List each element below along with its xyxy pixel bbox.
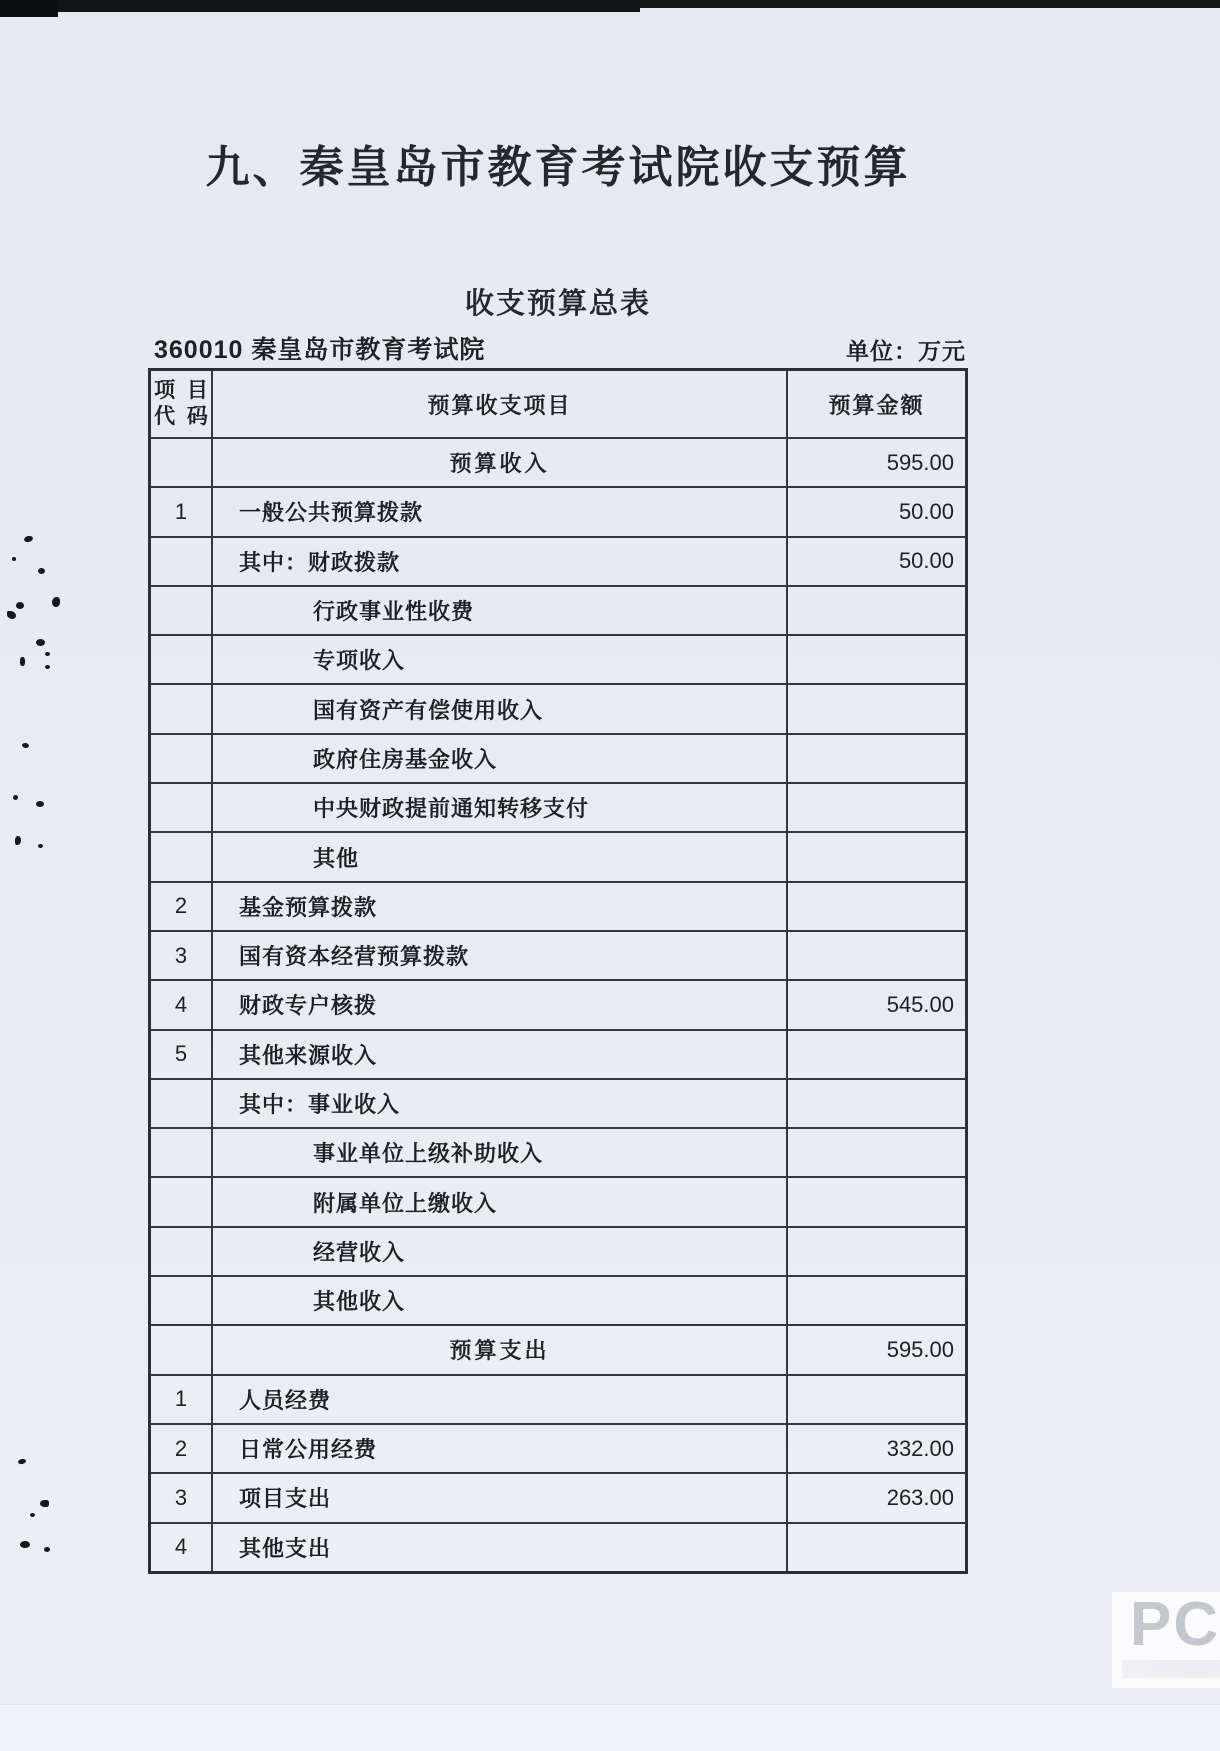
row-code bbox=[151, 1228, 213, 1275]
watermark bbox=[1112, 1592, 1220, 1688]
table-row bbox=[151, 930, 965, 979]
ink-speck bbox=[12, 557, 16, 561]
table-row bbox=[151, 733, 965, 782]
row-code: 2 bbox=[151, 883, 213, 930]
table-row bbox=[151, 1127, 965, 1176]
row-label: 专项收入 bbox=[213, 636, 788, 683]
row-amount: 263.00 bbox=[886, 1484, 954, 1510]
watermark-subtext bbox=[1122, 1660, 1220, 1678]
watermark-letters: PC bbox=[1130, 1592, 1220, 1659]
table-row bbox=[151, 634, 965, 683]
row-amount: 595.00 bbox=[886, 1336, 954, 1362]
row-label: 国有资本经营预算拨款 bbox=[213, 932, 788, 979]
row-label: 行政事业性收费 bbox=[213, 587, 788, 634]
row-label: 其他 bbox=[213, 833, 788, 880]
row-amount bbox=[788, 883, 965, 930]
row-label: 事业单位上级补助收入 bbox=[213, 1129, 788, 1176]
row-label: 项目支出 bbox=[213, 1474, 788, 1521]
row-label: 政府住房基金收入 bbox=[213, 735, 788, 782]
table-row bbox=[151, 1472, 965, 1521]
header-item-code-line1: 项 目 bbox=[154, 379, 208, 402]
ink-speck bbox=[45, 652, 50, 656]
row-amount bbox=[788, 685, 965, 732]
table-title: 收支预算总表 bbox=[464, 288, 651, 320]
row-amount: 545.00 bbox=[886, 991, 954, 1017]
row-code bbox=[151, 538, 213, 585]
row-amount bbox=[788, 735, 965, 782]
org-code-name: 360010 秦皇岛市教育考试院 bbox=[154, 336, 486, 364]
row-label: 财政专户核拨 bbox=[213, 981, 788, 1028]
row-amount: 332.00 bbox=[886, 1435, 954, 1461]
ink-speck bbox=[22, 742, 30, 748]
ink-speck bbox=[30, 1513, 35, 1517]
row-code: 3 bbox=[151, 1474, 213, 1521]
ink-speck bbox=[44, 1547, 50, 1552]
row-label: 其他收入 bbox=[213, 1277, 788, 1324]
row-amount bbox=[788, 587, 965, 634]
row-code bbox=[151, 1326, 213, 1373]
ink-speck bbox=[20, 657, 25, 666]
ink-speck bbox=[36, 639, 45, 646]
row-label: 人员经费 bbox=[213, 1376, 788, 1423]
ink-speck bbox=[20, 1541, 30, 1548]
table-row bbox=[151, 831, 965, 880]
row-amount bbox=[788, 1376, 965, 1423]
table-row bbox=[151, 536, 965, 585]
table-row bbox=[151, 437, 965, 486]
row-code bbox=[151, 833, 213, 880]
row-amount: 50.00 bbox=[898, 548, 954, 574]
row-code bbox=[151, 1080, 213, 1127]
row-code: 3 bbox=[151, 932, 213, 979]
row-code bbox=[151, 587, 213, 634]
table-body bbox=[151, 437, 965, 1571]
table-row bbox=[151, 1226, 965, 1275]
row-amount bbox=[788, 932, 965, 979]
row-label: 经营收入 bbox=[213, 1228, 788, 1275]
row-amount bbox=[788, 1178, 965, 1225]
row-code: 2 bbox=[151, 1425, 213, 1472]
page-bottom-edge bbox=[0, 1704, 1220, 1751]
row-label: 基金预算拨款 bbox=[213, 883, 788, 930]
table-header-row bbox=[151, 371, 965, 437]
row-code bbox=[151, 735, 213, 782]
ink-speck bbox=[38, 844, 43, 848]
table-row bbox=[151, 1423, 965, 1472]
table-meta-row bbox=[148, 330, 968, 366]
ink-speck bbox=[40, 1500, 49, 1507]
ink-speck bbox=[23, 535, 33, 543]
table-row bbox=[151, 1275, 965, 1324]
row-code: 4 bbox=[151, 1524, 213, 1571]
table-row bbox=[151, 585, 965, 634]
row-code bbox=[151, 1178, 213, 1225]
row-code bbox=[151, 439, 213, 486]
ink-speck bbox=[36, 801, 44, 807]
row-amount: 595.00 bbox=[886, 449, 954, 475]
row-label: 其中：财政拨款 bbox=[213, 538, 788, 585]
table-row bbox=[151, 881, 965, 930]
table-row bbox=[151, 486, 965, 535]
table-row bbox=[151, 782, 965, 831]
row-code bbox=[151, 1129, 213, 1176]
ink-speck bbox=[15, 836, 21, 845]
header-budget-item: 预算收支项目 bbox=[213, 371, 788, 437]
row-label: 日常公用经费 bbox=[213, 1425, 788, 1472]
table-row bbox=[151, 1522, 965, 1571]
row-code: 1 bbox=[151, 488, 213, 535]
row-code bbox=[151, 685, 213, 732]
ink-speck bbox=[7, 611, 16, 619]
row-code: 1 bbox=[151, 1376, 213, 1423]
table-row bbox=[151, 979, 965, 1028]
ink-speck bbox=[45, 665, 50, 669]
row-label: 附属单位上缴收入 bbox=[213, 1178, 788, 1225]
ink-speck bbox=[16, 602, 24, 609]
header-budget-amount: 预算金额 bbox=[828, 392, 925, 418]
page-title: 九、秦皇岛市教育考试院收支预算 bbox=[205, 143, 911, 192]
scan-edge-artifact-top-left bbox=[0, 0, 640, 12]
table-row bbox=[151, 1374, 965, 1423]
row-code bbox=[151, 636, 213, 683]
row-amount bbox=[788, 1080, 965, 1127]
row-amount bbox=[788, 1129, 965, 1176]
header-item-code bbox=[151, 371, 213, 437]
row-amount bbox=[788, 1031, 965, 1078]
table-row bbox=[151, 683, 965, 732]
row-code: 4 bbox=[151, 981, 213, 1028]
row-amount bbox=[788, 1524, 965, 1571]
header-item-code-line2: 代 码 bbox=[154, 405, 208, 428]
ink-speck bbox=[38, 568, 45, 574]
row-label: 中央财政提前通知转移支付 bbox=[213, 784, 788, 831]
row-amount bbox=[788, 636, 965, 683]
table-row bbox=[151, 1176, 965, 1225]
row-label: 其中：事业收入 bbox=[213, 1080, 788, 1127]
table-row bbox=[151, 1029, 965, 1078]
row-amount bbox=[788, 833, 965, 880]
row-label: 其他支出 bbox=[213, 1524, 788, 1571]
ink-speck bbox=[13, 795, 18, 800]
row-label: 预算收入 bbox=[213, 439, 788, 486]
scan-edge-artifact-corner bbox=[0, 0, 58, 17]
row-label: 预算支出 bbox=[213, 1326, 788, 1373]
row-code bbox=[151, 1277, 213, 1324]
budget-table bbox=[148, 368, 968, 1574]
row-label: 一般公共预算拨款 bbox=[213, 488, 788, 535]
table-row bbox=[151, 1078, 965, 1127]
row-label: 其他来源收入 bbox=[213, 1031, 788, 1078]
row-code: 5 bbox=[151, 1031, 213, 1078]
row-amount bbox=[788, 1277, 965, 1324]
unit-label: 单位：万元 bbox=[846, 338, 966, 364]
row-amount: 50.00 bbox=[898, 498, 954, 524]
row-amount bbox=[788, 1228, 965, 1275]
ink-speck bbox=[18, 1458, 27, 1464]
row-amount bbox=[788, 784, 965, 831]
table-row bbox=[151, 1324, 965, 1373]
row-code bbox=[151, 784, 213, 831]
row-label: 国有资产有偿使用收入 bbox=[213, 685, 788, 732]
ink-speck bbox=[52, 597, 60, 607]
